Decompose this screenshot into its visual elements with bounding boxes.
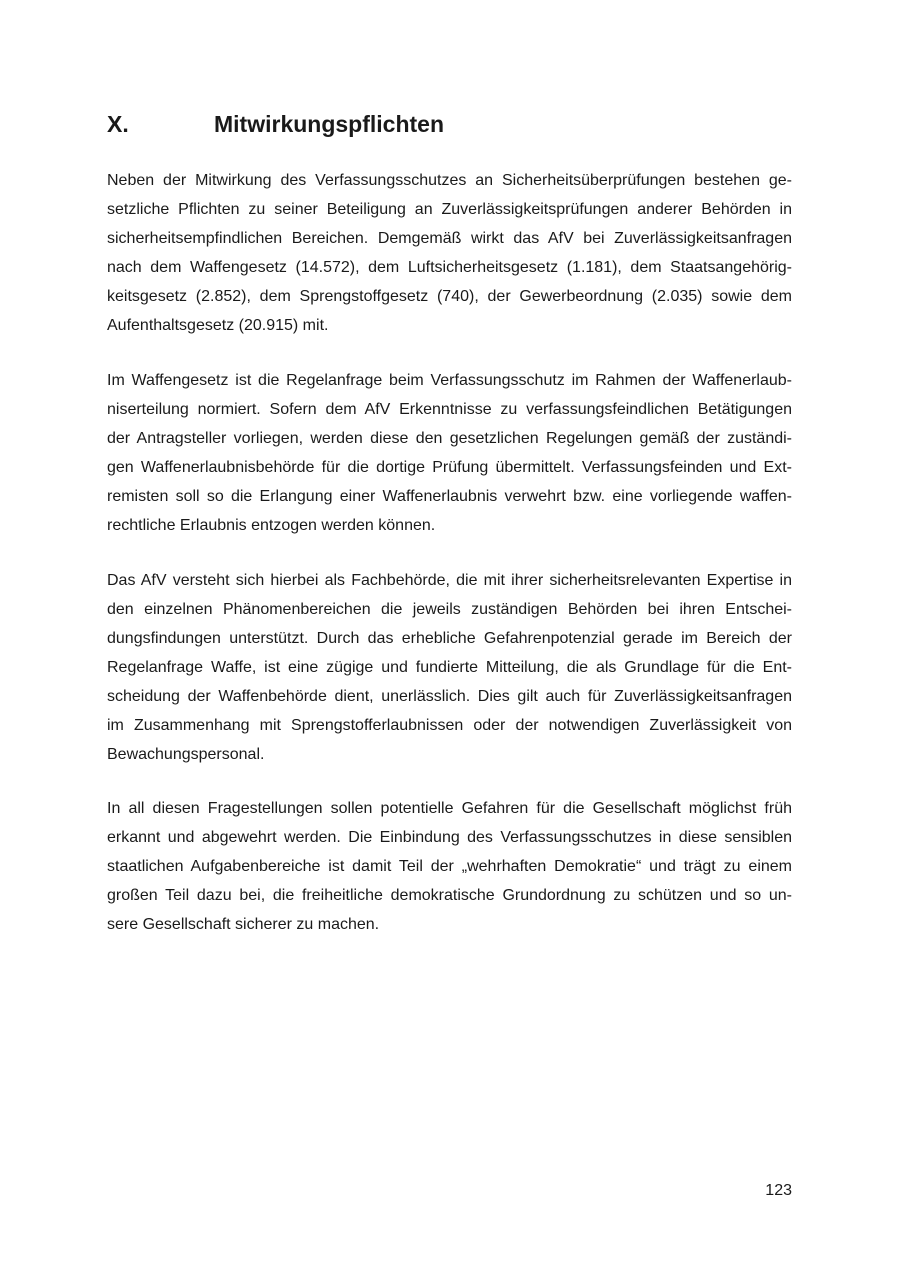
paragraph-2 (107, 366, 792, 540)
paragraph-line: nach dem Waffengesetz (14.572), dem Luftsicherheitsgesetz (1.181), dem Staatsangehörig- (107, 259, 792, 276)
paragraph-line: keitsgesetz (2.852), dem Sprengstoffgesetz (740), der Gewerbeordnung (2.035) sowie dem (107, 288, 792, 305)
paragraph-line: gen Waffenerlaubnisbehörde für die dortige Prüfung übermittelt. Verfassungsfeinden und Ext- (107, 459, 792, 476)
paragraph-line: den einzelnen Phänomenbereichen die jeweils zuständigen Behörden bei ihren Entschei- (107, 601, 792, 618)
paragraph-line: setzliche Pflichten zu seiner Beteiligung an Zuverlässigkeitsprüfungen anderer Behörden in (107, 201, 792, 218)
paragraph-line: Neben der Mitwirkung des Verfassungsschutzes an Sicherheitsüberprüfungen bestehen ge- (107, 172, 792, 189)
paragraph-3 (107, 566, 792, 769)
paragraph-line: niserteilung normiert. Sofern dem AfV Erkenntnisse zu verfassungsfeindlichen Betätigungen (107, 401, 792, 418)
paragraph-line: Aufenthaltsgesetz (20.915) mit. (107, 317, 329, 334)
paragraph-line: staatlichen Aufgabenbereiche ist damit Teil der „wehrhaften Demokratie“ und trägt zu einem (107, 858, 792, 875)
paragraph-line: Das AfV versteht sich hierbei als Fachbehörde, die mit ihrer sicherheitsrelevanten Expertise in (107, 572, 792, 589)
paragraph-line: Im Waffengesetz ist die Regelanfrage beim Verfassungsschutz im Rahmen der Waffenerlaub- (107, 372, 792, 389)
paragraph-line: sere Gesellschaft sicherer zu machen. (107, 916, 380, 933)
paragraph-1 (107, 166, 792, 340)
paragraph-line: scheidung der Waffenbehörde dient, unerlässlich. Dies gilt auch für Zuverlässigkeitsanfragen (107, 688, 792, 705)
paragraph-line: Regelanfrage Waffe, ist eine zügige und fundierte Mitteilung, die als Grundlage für die Ent- (107, 659, 792, 676)
paragraph-line: rechtliche Erlaubnis entzogen werden können. (107, 517, 436, 534)
paragraph-line: sicherheitsempfindlichen Bereichen. Demgemäß wirkt das AfV bei Zuverlässigkeitsanfragen (107, 230, 792, 247)
page-number: 123 (765, 1182, 792, 1199)
paragraph-line: erkannt und abgewehrt werden. Die Einbindung des Verfassungsschutzes in diese sensiblen (107, 829, 792, 846)
paragraph-line: remisten soll so die Erlangung einer Waffenerlaubnis verwehrt bzw. eine vorliegende waffen- (107, 488, 792, 505)
section-heading (107, 107, 797, 141)
paragraph-line: Bewachungspersonal. (107, 746, 265, 763)
paragraph-line: In all diesen Fragestellungen sollen potentielle Gefahren für die Gesellschaft möglichst früh (107, 800, 792, 817)
paragraph-4 (107, 794, 792, 939)
paragraph-line: der Antragsteller vorliegen, werden diese den gesetzlichen Regelungen gemäß der zuständi- (107, 430, 792, 447)
section-number: X. (107, 111, 129, 137)
section-title: Mitwirkungspflichten (214, 111, 444, 137)
paragraph-line: großen Teil dazu bei, die freiheitliche demokratische Grundordnung zu schützen und so un- (107, 887, 792, 904)
paragraph-line: dungsfindungen unterstützt. Durch das erhebliche Gefahrenpotenzial gerade im Bereich der (107, 630, 792, 647)
paragraph-line: im Zusammenhang mit Sprengstofferlaubnissen oder der notwendigen Zuverlässigkeit von (107, 717, 792, 734)
